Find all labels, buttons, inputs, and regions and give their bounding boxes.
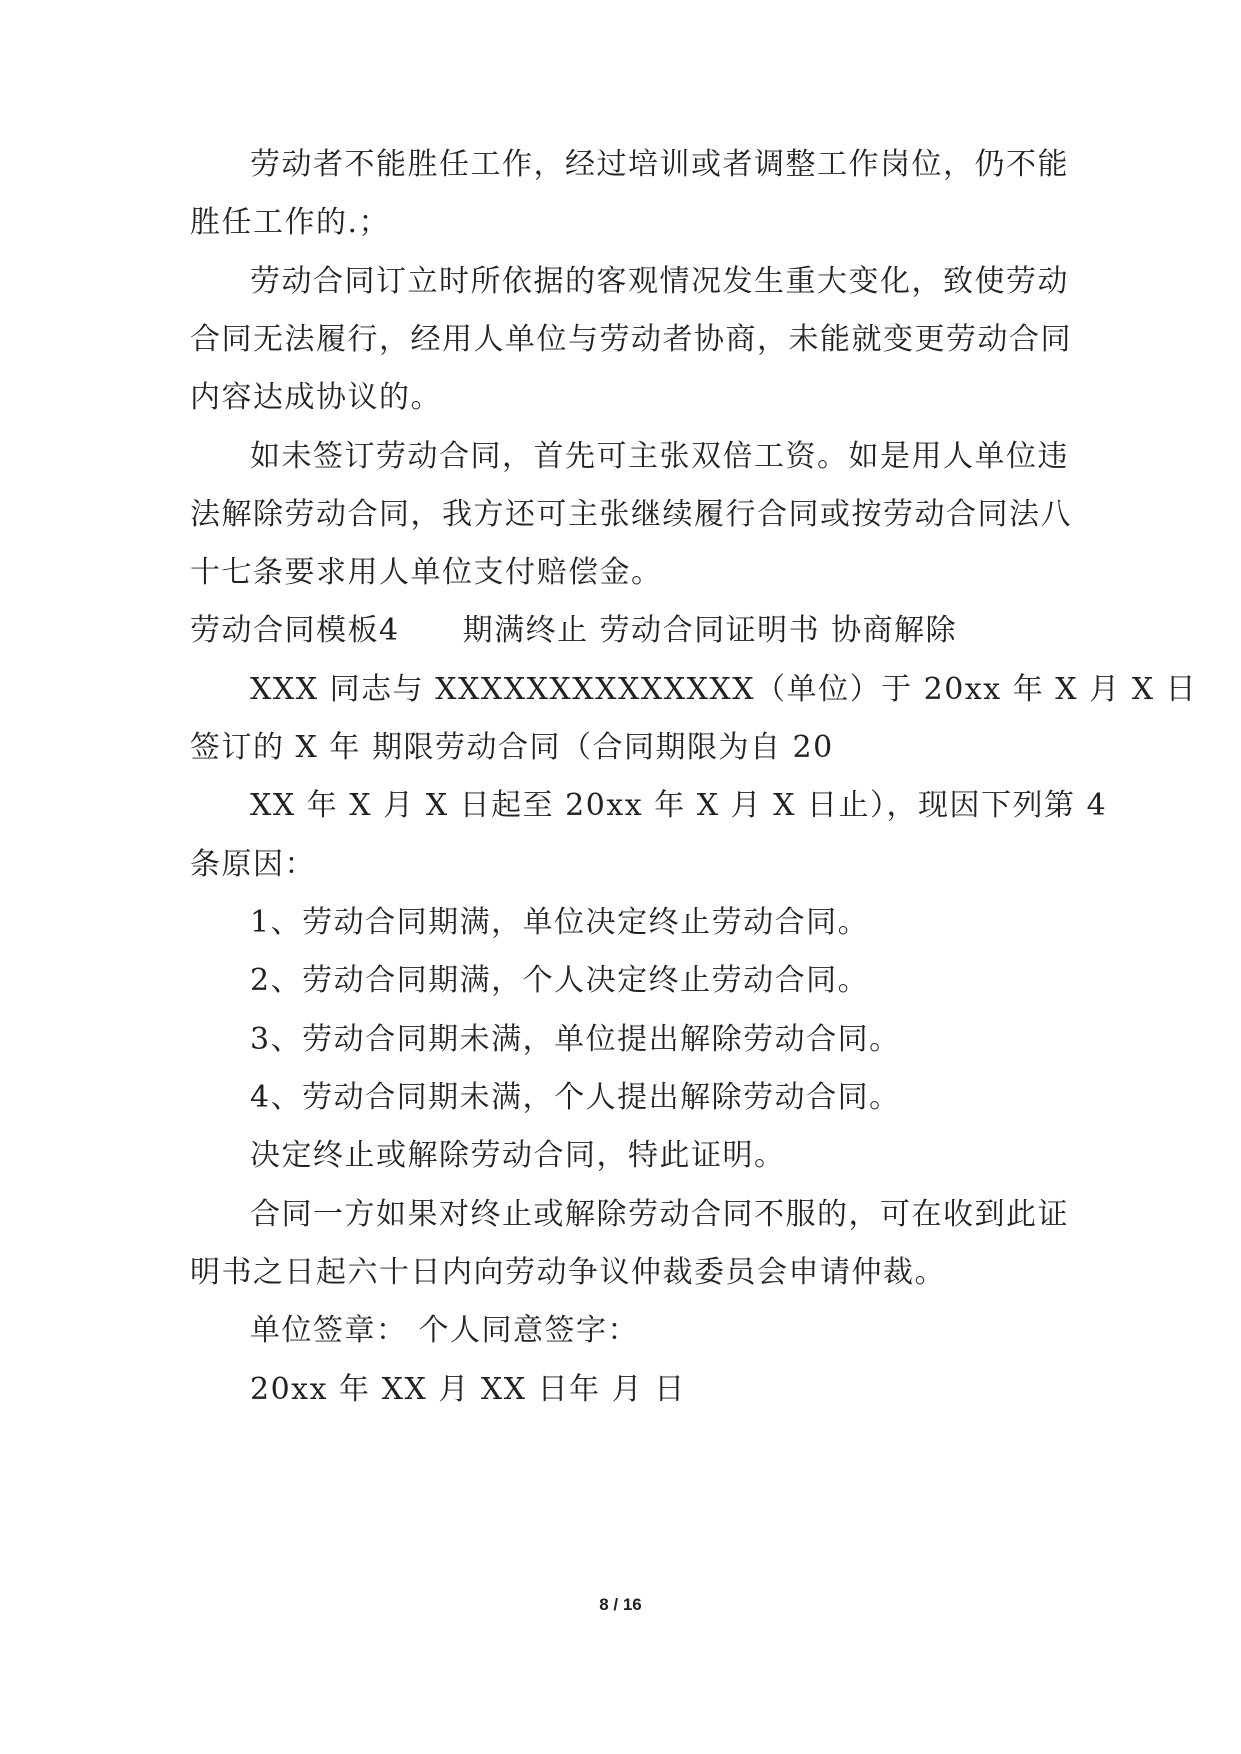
section-heading: 劳动合同模板4 期满终止 劳动合同证明书 协商解除 [190,613,958,648]
text-line: 劳动者不能胜任工作，经过培训或者调整工作岗位，仍不能 [250,147,1069,182]
text-line: 明书之日起六十日内向劳动争议仲裁委员会申请仲裁。 [190,1255,946,1290]
list-item: 3、劳动合同期未满，单位提出解除劳动合同。 [250,1022,901,1057]
list-item: 1、劳动合同期满，单位决定终止劳动合同。 [250,905,870,940]
text-line: 合同无法履行，经用人单位与劳动者协商，未能就变更劳动合同 [190,322,1072,357]
text-line: 劳动合同订立时所依据的客观情况发生重大变化，致使劳动 [250,264,1069,299]
signature-line: 单位签章： 个人同意签字： [250,1313,640,1348]
text-line: 胜任工作的.； [190,205,391,240]
text-line: 签订的 X 年 期限劳动合同（合同期限为自 20 [190,730,834,765]
page-number: 8 / 16 [599,1595,642,1614]
text-line: 决定终止或解除劳动合同，特此证明。 [250,1138,786,1173]
date-line: 20xx 年 XX 月 XX 日年 月 日 [250,1372,686,1407]
text-line: 内容达成协议的。 [190,380,442,415]
text-line: XX 年 X 月 X 日起至 20xx 年 X 月 X 日止），现因下列第 4 [250,788,1108,823]
text-line: 十七条要求用人单位支付赔偿金。 [190,555,663,590]
text-line: 条原因： [190,847,316,882]
text-line: 如未签订劳动合同，首先可主张双倍工资。如是用人单位违 [250,439,1069,474]
list-item: 2、劳动合同期满，个人决定终止劳动合同。 [250,963,870,998]
text-line: XXX 同志与 XXXXXXXXXXXXXX（单位）于 20xx 年 X 月 X 日 [250,672,1198,707]
text-line: 法解除劳动合同，我方还可主张继续履行合同或按劳动合同法八 [190,497,1072,532]
text-line: 合同一方如果对终止或解除劳动合同不服的，可在收到此证 [250,1197,1069,1232]
list-item: 4、劳动合同期未满，个人提出解除劳动合同。 [250,1080,901,1115]
